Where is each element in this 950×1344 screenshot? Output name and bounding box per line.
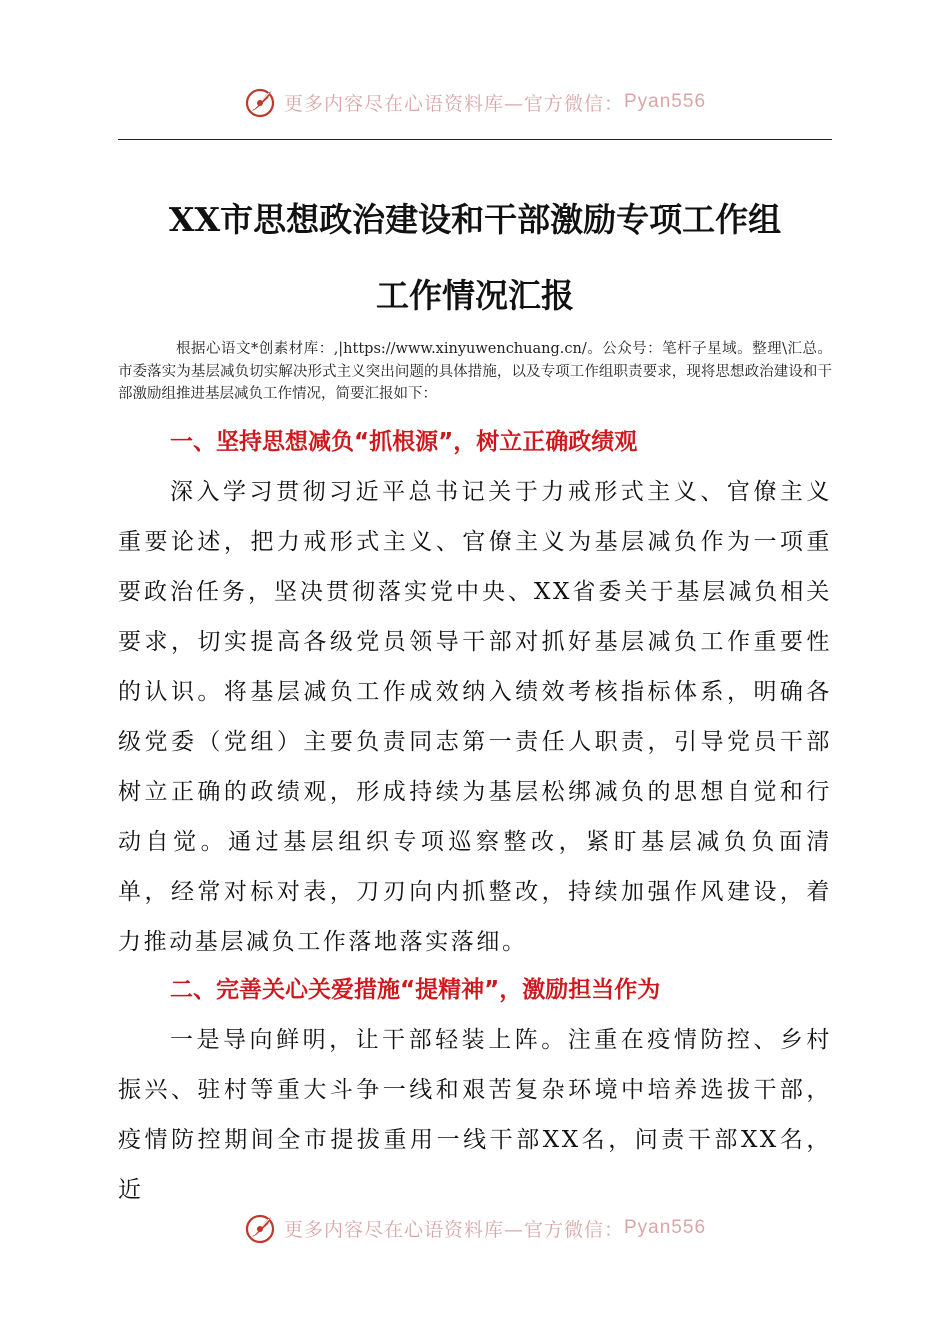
section-body-1: 深入学习贯彻习近平总书记关于力戒形式主义、官僚主义重要论述，把力戒形式主义、官僚主义为基层减负作为一项重要政治任务，坚决贯彻落实党中央、XX省委关于基层减负相关要求，切实提高各级党员领导干部对抓好基层减负工作重要性的认识。将基层减负工作成效纳入绩效考核指标体系，明确各级党委（党组）主要负责同志第一责任人职责，引导党员干部树立正确的政绩观，形成持续为基层松绑减负的思想自觉和行动自觉。通过基层组织专项巡察整改，紧盯基层减负负面清单，经常对标对表，刀刃向内抓整改，持续加强作风建设，着力推动基层减负工作落地落实落细。 (118, 479, 832, 955)
watermark-banner-bottom (0, 1208, 950, 1248)
header-divider (118, 139, 832, 140)
pen-feather-logo-icon (244, 85, 278, 119)
watermark-contact: Pyan556 (624, 1217, 707, 1238)
watermark-text: 更多内容尽在心语资料库—官方微信： (283, 1218, 624, 1241)
section-body-2: 一是导向鲜明，让干部轻装上阵。注重在疫情防控、乡村振兴、驻村等重大斗争一线和艰苦复杂环境中培养选拔干部，疫情防控期间全市提拔重用一线干部XX名，问责干部XX名，近 (118, 1027, 832, 1203)
section-heading-2: 二、完善关心关爱措施“提精神”，激励担当作为 (170, 977, 661, 1003)
watermark-banner-top (0, 82, 950, 122)
section-heading-1: 一、坚持思想减负“抓根源”，树立正确政绩观 (170, 429, 638, 455)
watermark-contact: Pyan556 (624, 91, 707, 112)
document-title-line1: XX市思想政治建设和干部激励专项工作组 (168, 200, 782, 239)
pen-feather-logo-icon (244, 1211, 278, 1245)
watermark-text: 更多内容尽在心语资料库—官方微信： (283, 92, 624, 115)
intro-paragraph: 根据心语文*创素材库：,|https://www.xinyuwenchuang.cn/。公众号：笔杆子星域。整理\汇总。市委落实为基层减负切实解决形式主义突出问题的具体措施，以及专项工作组职责要求，现将思想政治建设和干部激励组推进基层减负工作情况，简要汇报如下： (118, 341, 832, 402)
document-title-line2: 工作情况汇报 (376, 276, 574, 315)
